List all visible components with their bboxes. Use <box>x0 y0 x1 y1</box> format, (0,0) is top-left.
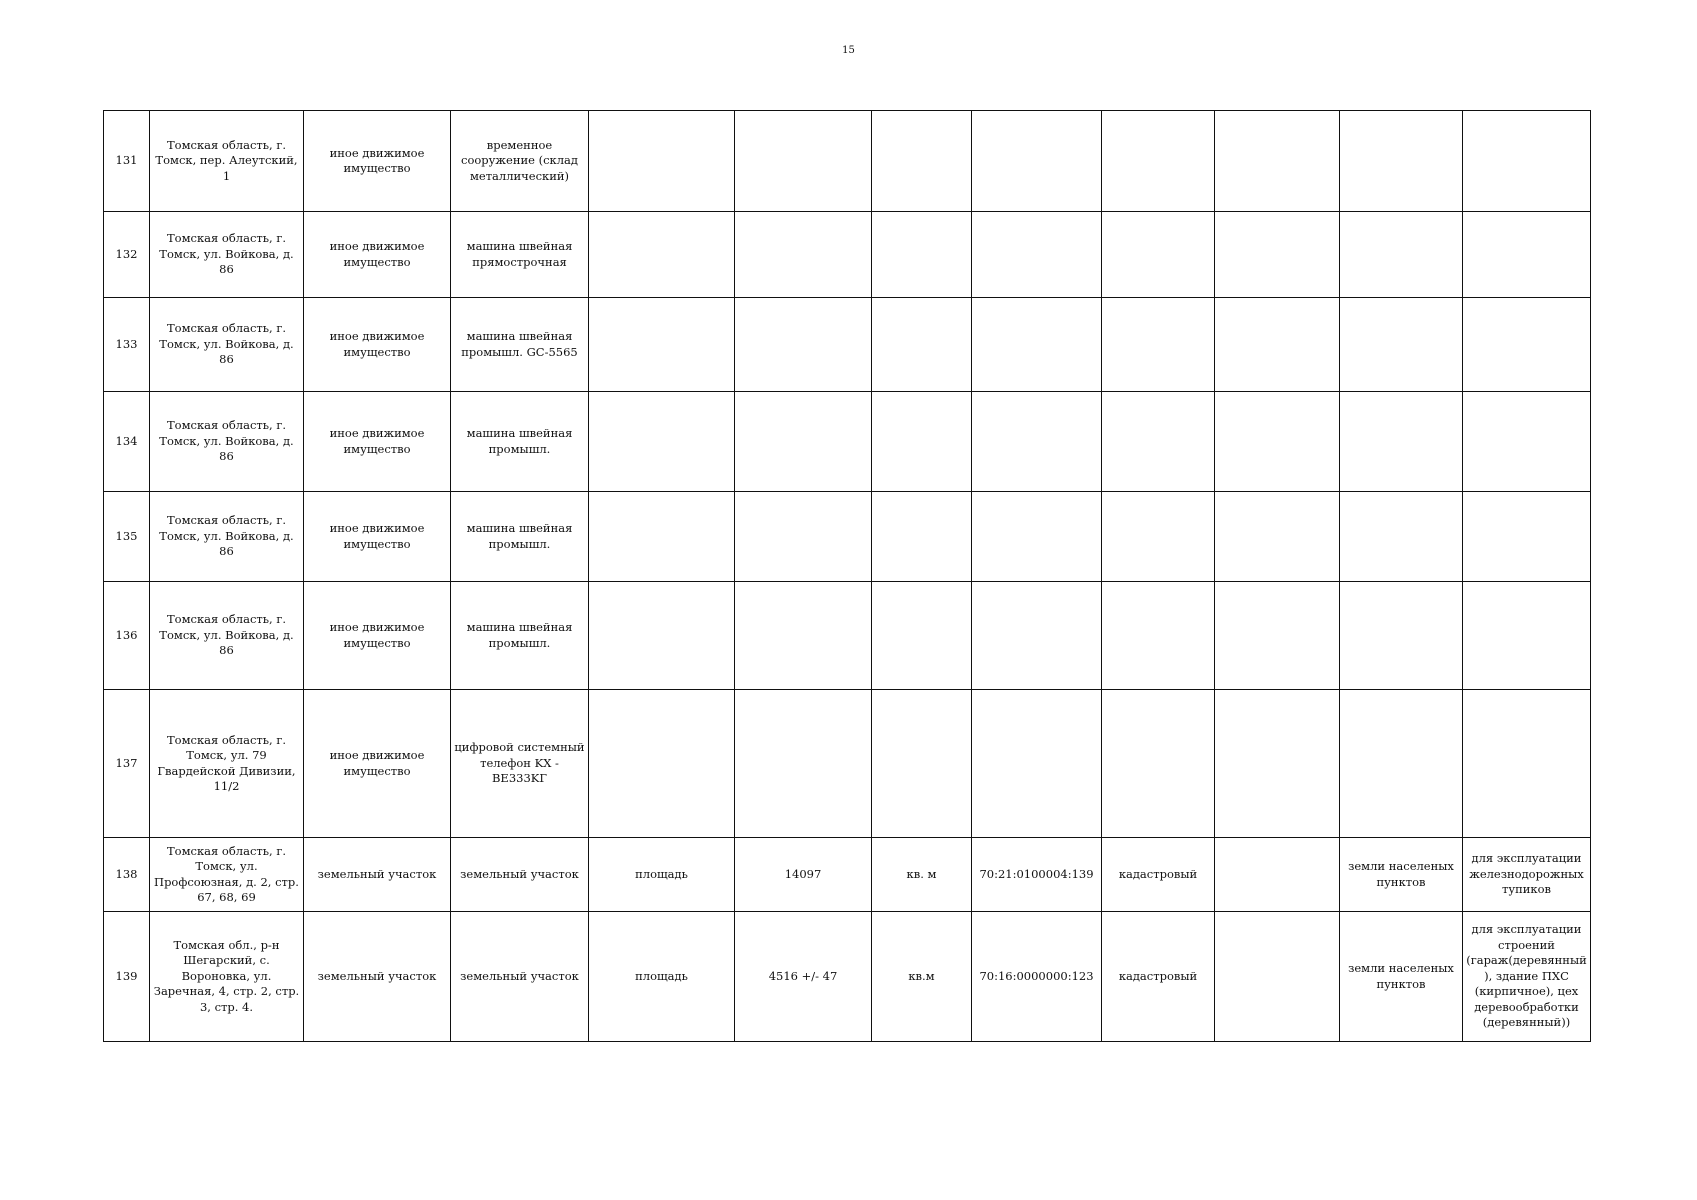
cell-param <box>589 582 735 690</box>
cell-number-type <box>1102 392 1215 492</box>
cell-extra <box>1215 582 1340 690</box>
cell-param <box>589 111 735 212</box>
table-row <box>104 838 1591 912</box>
cell-param: площадь <box>589 912 735 1042</box>
property-registry-table <box>103 110 1591 1042</box>
table-body <box>104 111 1591 1042</box>
cell-extra <box>1215 838 1340 912</box>
cell-name: земельный участок <box>451 838 589 912</box>
cell-num: 139 <box>104 912 150 1042</box>
cell-land-category: земли населеных пунктов <box>1340 838 1463 912</box>
cell-unit: кв.м <box>872 912 972 1042</box>
cell-num: 133 <box>104 298 150 392</box>
cell-permitted-use <box>1463 392 1591 492</box>
cell-address: Томская область, г. Томск, ул. Войкова, д. 86 <box>150 492 304 582</box>
cell-num: 135 <box>104 492 150 582</box>
cell-category: земельный участок <box>304 912 451 1042</box>
cell-unit <box>872 111 972 212</box>
cell-cadastral-number: 70:21:0100004:139 <box>972 838 1102 912</box>
table-row <box>104 912 1591 1042</box>
cell-category: земельный участок <box>304 838 451 912</box>
cell-name: машина швейная прямострочная <box>451 212 589 298</box>
cell-name: машина швейная промышл. <box>451 492 589 582</box>
cell-param <box>589 392 735 492</box>
cell-number-type <box>1102 212 1215 298</box>
cell-cadastral-number <box>972 111 1102 212</box>
cell-param <box>589 212 735 298</box>
cell-land-category <box>1340 582 1463 690</box>
cell-permitted-use: для эксплуатации железнодорожных тупиков <box>1463 838 1591 912</box>
cell-permitted-use <box>1463 582 1591 690</box>
cell-permitted-use <box>1463 690 1591 838</box>
cell-extra <box>1215 111 1340 212</box>
cell-address: Томская область, г. Томск, ул. Войкова, д. 86 <box>150 298 304 392</box>
cell-cadastral-number <box>972 582 1102 690</box>
cell-number-type <box>1102 298 1215 392</box>
cell-address: Томская область, г. Томск, ул. 79 Гвардейской Дивизии, 11/2 <box>150 690 304 838</box>
cell-permitted-use <box>1463 111 1591 212</box>
cell-name: машина швейная промышл. <box>451 392 589 492</box>
table-row <box>104 690 1591 838</box>
cell-num: 137 <box>104 690 150 838</box>
cell-value <box>735 392 872 492</box>
cell-value: 14097 <box>735 838 872 912</box>
cell-permitted-use <box>1463 212 1591 298</box>
cell-value <box>735 582 872 690</box>
cell-number-type <box>1102 690 1215 838</box>
cell-address: Томская область, г. Томск, ул. Войкова, д. 86 <box>150 582 304 690</box>
cell-land-category <box>1340 492 1463 582</box>
cell-name: земельный участок <box>451 912 589 1042</box>
cell-cadastral-number <box>972 392 1102 492</box>
cell-extra <box>1215 690 1340 838</box>
cell-unit: кв. м <box>872 838 972 912</box>
cell-land-category <box>1340 690 1463 838</box>
cell-land-category <box>1340 392 1463 492</box>
cell-extra <box>1215 298 1340 392</box>
cell-land-category: земли населеных пунктов <box>1340 912 1463 1042</box>
cell-value <box>735 298 872 392</box>
cell-name: машина швейная промышл. <box>451 582 589 690</box>
cell-num: 136 <box>104 582 150 690</box>
cell-extra <box>1215 912 1340 1042</box>
cell-name: машина швейная промышл. GC-5565 <box>451 298 589 392</box>
page-number: 15 <box>842 45 855 56</box>
cell-cadastral-number <box>972 298 1102 392</box>
cell-num: 134 <box>104 392 150 492</box>
cell-param <box>589 492 735 582</box>
table-row <box>104 582 1591 690</box>
cell-param <box>589 690 735 838</box>
cell-number-type: кадастровый <box>1102 838 1215 912</box>
cell-cadastral-number <box>972 492 1102 582</box>
cell-address: Томская область, г. Томск, ул. Войкова, д. 86 <box>150 392 304 492</box>
cell-address: Томская область, г. Томск, пер. Алеутский, 1 <box>150 111 304 212</box>
cell-num: 131 <box>104 111 150 212</box>
cell-unit <box>872 392 972 492</box>
cell-category: иное движимое имущество <box>304 111 451 212</box>
cell-address: Томская обл., р-н Шегарский, с. Вороновка, ул. Заречная, 4, стр. 2, стр. 3, стр. 4. <box>150 912 304 1042</box>
cell-number-type <box>1102 111 1215 212</box>
cell-land-category <box>1340 298 1463 392</box>
cell-unit <box>872 212 972 298</box>
cell-unit <box>872 690 972 838</box>
cell-name: цифровой системный телефон KX - BE333KГ <box>451 690 589 838</box>
cell-category: иное движимое имущество <box>304 690 451 838</box>
table-row <box>104 111 1591 212</box>
cell-unit <box>872 492 972 582</box>
cell-name: временное сооружение (склад металлический) <box>451 111 589 212</box>
table-row <box>104 392 1591 492</box>
cell-cadastral-number <box>972 690 1102 838</box>
cell-category: иное движимое имущество <box>304 582 451 690</box>
cell-value <box>735 212 872 298</box>
cell-extra <box>1215 492 1340 582</box>
cell-cadastral-number: 70:16:0000000:123 <box>972 912 1102 1042</box>
cell-extra <box>1215 212 1340 298</box>
cell-unit <box>872 298 972 392</box>
cell-land-category <box>1340 111 1463 212</box>
cell-category: иное движимое имущество <box>304 212 451 298</box>
cell-unit <box>872 582 972 690</box>
cell-number-type <box>1102 582 1215 690</box>
cell-category: иное движимое имущество <box>304 392 451 492</box>
cell-value <box>735 492 872 582</box>
cell-param <box>589 298 735 392</box>
cell-value: 4516 +/- 47 <box>735 912 872 1042</box>
cell-address: Томская область, г. Томск, ул. Профсоюзная, д. 2, стр. 67, 68, 69 <box>150 838 304 912</box>
cell-num: 132 <box>104 212 150 298</box>
cell-category: иное движимое имущество <box>304 298 451 392</box>
cell-land-category <box>1340 212 1463 298</box>
cell-permitted-use <box>1463 492 1591 582</box>
table-row <box>104 212 1591 298</box>
cell-address: Томская область, г. Томск, ул. Войкова, д. 86 <box>150 212 304 298</box>
cell-permitted-use <box>1463 298 1591 392</box>
cell-value <box>735 111 872 212</box>
cell-number-type: кадастровый <box>1102 912 1215 1042</box>
cell-permitted-use: для эксплуатации строений (гараж(деревянный), здание ПХС (кирпичное), цех деревообработки (деревянный)) <box>1463 912 1591 1042</box>
cell-extra <box>1215 392 1340 492</box>
cell-num: 138 <box>104 838 150 912</box>
cell-value <box>735 690 872 838</box>
cell-category: иное движимое имущество <box>304 492 451 582</box>
table-row <box>104 298 1591 392</box>
table-row <box>104 492 1591 582</box>
cell-cadastral-number <box>972 212 1102 298</box>
cell-param: площадь <box>589 838 735 912</box>
cell-number-type <box>1102 492 1215 582</box>
